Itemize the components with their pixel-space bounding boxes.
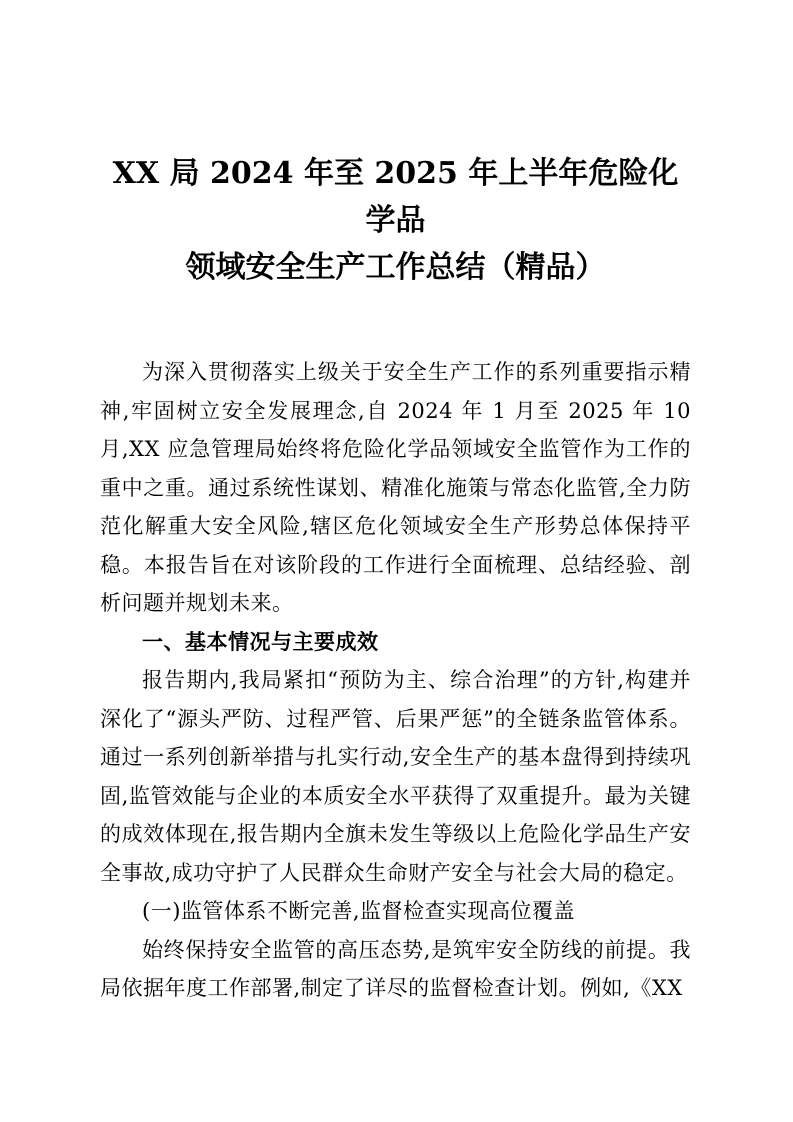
document-title-line-2: 领域安全生产工作总结（精品） <box>185 250 606 285</box>
section-heading-1: 一、基本情况与主要成效 <box>142 628 379 654</box>
subsection-heading-1-1: (一)监管体系不断完善,监督检查实现高位覆盖 <box>142 899 576 923</box>
subsection-1-1-paragraph: 始终保持安全监管的高压态势,是筑牢安全防线的前提。我局依据年度工作部署,制定了详尽的监督检查计划。例如,《XX <box>100 937 691 1000</box>
document-title-line-1: XX 局 2024 年至 2025 年上半年危险化学品 <box>112 156 679 238</box>
intro-paragraph: 为深入贯彻落实上级关于安全生产工作的系列重要指示精神,牢固树立安全发展理念,自 2024 年 1 月至 2025 年 10 月,XX 应急管理局始终将危险化学品领域安全监管作为工作的重中之重。通过系统性谋划、精准化施策与常态化监管,全力防范化解重大安全风险,辖区危化领域安全生产形势总体保持平稳。本报告旨在对该阶段的工作进行全面梳理、总结经验、剖析问题并规划未来。 <box>100 360 691 615</box>
section-1-paragraph: 报告期内,我局紧扣“预防为主、综合治理”的方针,构建并深化了“源头严防、过程严管、后果严惩”的全链条监管体系。通过一系列创新举措与扎实行动,安全生产的基本盘得到持续巩固,监管效能与企业的本质安全水平获得了双重提升。最为关键的成效体现在,报告期内全旗未发生等级以上危险化学品生产安全事故,成功守护了人民群众生命财产安全与社会大局的稳定。 <box>100 668 691 885</box>
document-title <box>100 150 691 291</box>
